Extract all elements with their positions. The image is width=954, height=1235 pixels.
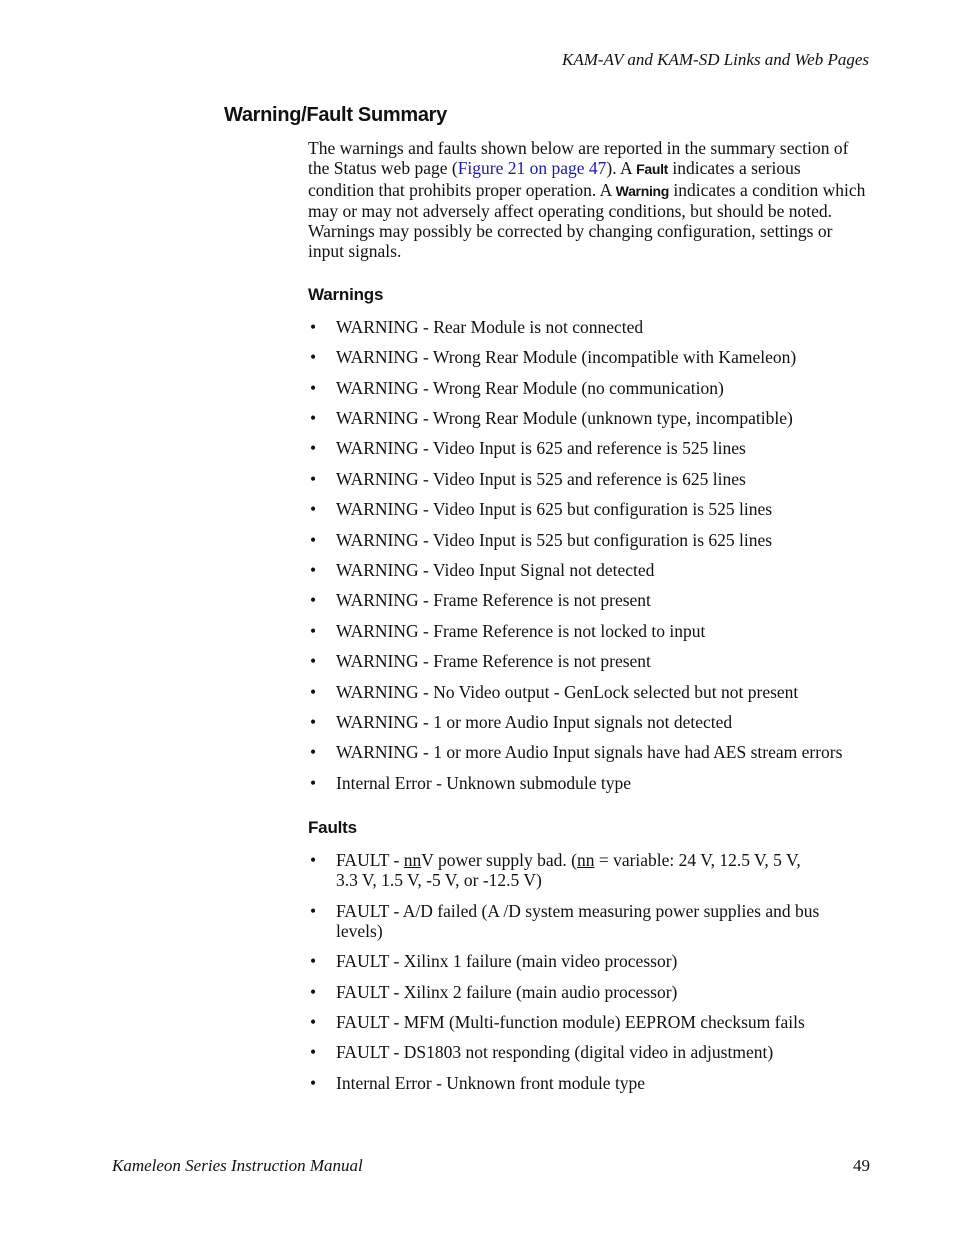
bullet-icon: • (310, 438, 317, 458)
fault-item (308, 1073, 645, 1093)
warning-item (308, 347, 796, 367)
bullet-icon: • (310, 773, 317, 793)
bullet-icon: • (310, 712, 317, 732)
bullet-icon: • (310, 982, 317, 1002)
bullet-icon: • (310, 901, 317, 921)
warning-text: WARNING - Rear Module is not connected (336, 317, 644, 337)
warning-text: Internal Error - Unknown submodule type (336, 773, 631, 793)
warning-item (308, 438, 746, 458)
intro-text-1: The warnings and faults shown below are reported in the summary section of the Status web page ( (308, 138, 849, 179)
fault-text: FAULT - A/D failed (A /D system measuring power supplies and bus (336, 901, 820, 921)
bullet-icon: • (310, 1042, 317, 1062)
intro-text-3: indicates a serious condition that prohibits proper operation. A (308, 158, 801, 200)
fault-item (308, 951, 677, 971)
intro-text-2: ). A (606, 158, 637, 179)
warnings-heading: Warnings (308, 285, 384, 304)
warning-text: WARNING - 1 or more Audio Input signals have had AES stream errors (336, 742, 843, 762)
warning-item (308, 530, 772, 550)
bullet-icon: • (310, 378, 317, 398)
bullet-icon: • (310, 1073, 317, 1093)
bullet-icon: • (310, 499, 317, 519)
fault-text: = variable: 24 V, 12.5 V, 5 V, (594, 850, 801, 870)
section-title: Warning/Fault Summary (224, 104, 447, 126)
intro-paragraph (308, 138, 870, 262)
bullet-icon: • (310, 347, 317, 367)
fault-term: Fault (636, 161, 669, 178)
bullet-icon: • (310, 621, 317, 641)
fault-item (308, 1042, 773, 1062)
fault-item (308, 982, 677, 1002)
warning-item (308, 560, 654, 580)
fault-item-ad (308, 901, 819, 941)
faults-heading: Faults (308, 818, 357, 837)
running-header: KAM-AV and KAM-SD Links and Web Pages (561, 50, 869, 69)
bullet-icon: • (310, 651, 317, 671)
intro-text-4: indicates a condition which may or may not adversely affect operating conditions, but should be noted. Warnings may possibly be corrected by changing configuration, settings or input signals. (308, 179, 866, 262)
warning-text: WARNING - Video Input Signal not detected (336, 560, 655, 580)
variable-nn: nn (576, 850, 595, 870)
fault-text: FAULT - MFM (Multi-function module) EEPROM checksum fails (336, 1012, 805, 1032)
figure-link[interactable]: Figure 21 on page 47 (457, 158, 607, 179)
warning-item (308, 742, 842, 762)
warning-item (308, 469, 746, 489)
warning-text: WARNING - 1 or more Audio Input signals not detected (336, 712, 733, 732)
warning-text: WARNING - Video Input is 625 but configuration is 525 lines (336, 499, 773, 519)
warning-term: Warning (615, 182, 670, 199)
warning-item (308, 621, 705, 641)
bullet-icon: • (310, 560, 317, 580)
warning-text: WARNING - Video Input is 525 and reference is 625 lines (336, 469, 746, 489)
warning-text: WARNING - Wrong Rear Module (unknown type, incompatible) (336, 408, 793, 428)
warning-text: WARNING - Video Input is 625 and reference is 525 lines (336, 438, 746, 458)
bullet-icon: • (310, 1012, 317, 1032)
bullet-icon: • (310, 530, 317, 550)
warning-item (308, 499, 772, 519)
warning-item (308, 590, 651, 610)
warning-text: WARNING - Wrong Rear Module (no communication) (336, 378, 724, 398)
fault-text: FAULT - DS1803 not responding (digital video in adjustment) (336, 1042, 774, 1062)
bullet-icon: • (310, 850, 317, 870)
fault-item-power (308, 850, 801, 890)
footer-manual-title: Kameleon Series Instruction Manual (112, 1156, 363, 1175)
warning-item (308, 712, 732, 732)
warning-item (308, 773, 631, 793)
warning-text: WARNING - Wrong Rear Module (incompatible with Kameleon) (336, 347, 797, 367)
fault-text: FAULT - Xilinx 2 failure (main audio processor) (336, 982, 678, 1002)
fault-text: FAULT - (336, 850, 404, 870)
variable-nn: nn (403, 850, 422, 870)
warning-item (308, 408, 793, 428)
warning-text: WARNING - No Video output - GenLock selected but not present (336, 682, 799, 702)
bullet-icon: • (310, 317, 317, 337)
warning-item (308, 378, 724, 398)
warning-text: WARNING - Frame Reference is not locked to input (336, 621, 706, 641)
bullet-icon: • (310, 469, 317, 489)
fault-item (308, 1012, 805, 1032)
bullet-icon: • (310, 951, 317, 971)
bullet-icon: • (310, 682, 317, 702)
fault-text: 3.3 V, 1.5 V, -5 V, or -12.5 V) (336, 870, 542, 890)
bullet-icon: • (310, 590, 317, 610)
warning-item (308, 651, 651, 671)
warning-text: WARNING - Video Input is 525 but configuration is 625 lines (336, 530, 773, 550)
warning-item (308, 682, 798, 702)
fault-text: V power supply bad. ( (421, 850, 577, 870)
warning-text: WARNING - Frame Reference is not present (336, 590, 651, 610)
bullet-icon: • (310, 742, 317, 762)
fault-text: levels) (336, 921, 383, 941)
page-number: 49 (853, 1156, 870, 1175)
fault-text: Internal Error - Unknown front module type (336, 1073, 646, 1093)
bullet-icon: • (310, 408, 317, 428)
warning-item (308, 317, 643, 337)
warning-text: WARNING - Frame Reference is not present (336, 651, 651, 671)
fault-text: FAULT - Xilinx 1 failure (main video processor) (336, 951, 678, 971)
